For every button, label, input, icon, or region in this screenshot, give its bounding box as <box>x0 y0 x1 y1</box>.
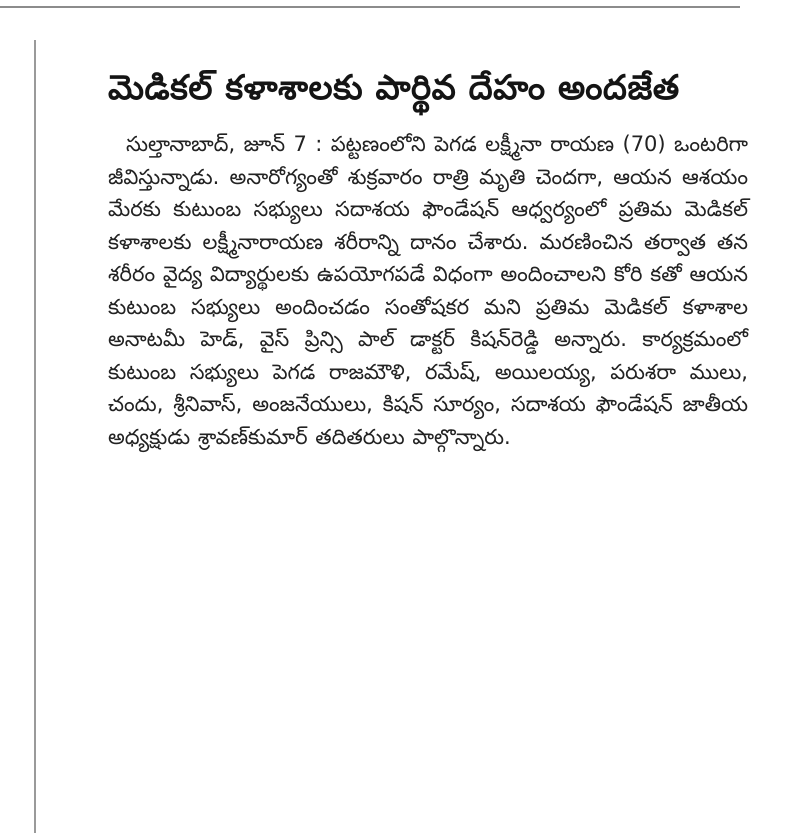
news-article <box>108 56 748 453</box>
column-divider <box>34 40 36 833</box>
article-body: సుల్తానాబాద్, జూన్ 7 : పట్టణంలోని పెగడ లక్ష్మీనా రాయణ (70) ఒంటరిగా జీవిస్తున్నాడు. అనారోగ్యంతో శుక్రవారం రాత్రి మృతి చెందగా, ఆయన ఆశయం మేరకు కుటుంబ సభ్యులు సదాశయ ఫౌండేషన్ ఆధ్వర్యంలో ప్రతిమ మెడికల్ కళాశాలకు లక్ష్మీనారాయణ శరీరాన్ని దానం చేశారు. మరణించిన తర్వాత తన శరీరం వైద్య విద్యార్థులకు ఉపయోగపడే విధంగా అందించాలని కోరి కతో ఆయన కుటుంబ సభ్యులు అందించడం సంతోషకర మని ప్రతిమ మెడికల్ కళాశాల అనాటమీ హెడ్, వైస్ ప్రిన్సి పాల్ డాక్టర్ కిషన్‌రెడ్డి అన్నారు. కార్యక్రమంలో కుటుంబ సభ్యులు పెగడ రాజమౌళి, రమేష్, అయిలయ్య, పరుశరా ములు, చందు, శ్రీనివాస్, అంజనేయులు, కిషన్ సూర్యం, సదాశయ ఫౌండేషన్ జాతీయ అధ్యక్షుడు శ్రావణ్‌కుమార్ తదితరులు పాల్గొన్నారు. <box>108 132 748 449</box>
top-divider <box>0 6 740 8</box>
article-headline: మెడికల్ కళాశాలకు పార్థివ దేహం అందజేత <box>108 68 680 108</box>
